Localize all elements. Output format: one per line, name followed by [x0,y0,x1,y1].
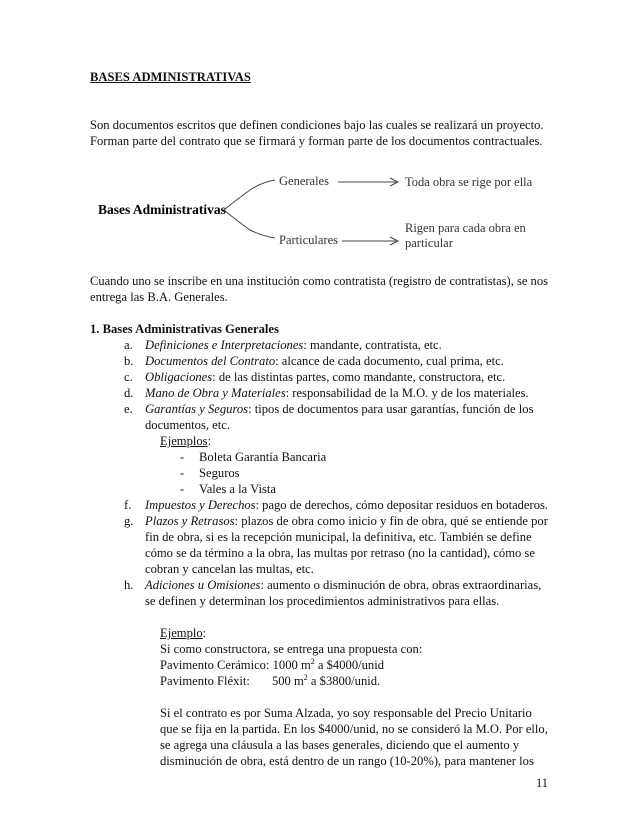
ejemplos-text: Ejemplos [160,434,208,448]
example-label [160,625,206,641]
desc-h: : aumento o disminución de obra, obras extraordinarias, [260,578,542,592]
bullet-item-2: Seguros [199,466,240,480]
diagram-branch-top-line [224,180,275,210]
list-marker-f: f. [124,498,132,512]
example-paragraph-line-2: que se fija en la partida. En los $4000/unid, no se consideró la M.O. Por ello, [160,722,548,736]
example-line-1: Si como constructora, se entrega una propuesta con: [160,642,423,656]
term-g: Plazos y Retrasos [145,514,235,528]
page-number: 11 [536,776,548,790]
list-item-c [145,369,505,385]
list-marker-d: d. [124,386,134,400]
pav2-price: a $3800/unid. [307,674,381,688]
term-e: Garantías y Seguros [145,402,249,416]
diagram-result-top: Toda obra se rige por ella [405,175,533,189]
desc-e: : tipos de documentos para usar garantías, función de los [248,402,534,416]
diagram-result-bottom-1: Rigen para cada obra en [405,221,526,235]
list-marker-e: e. [124,402,133,416]
term-h: Adiciones u Omisiones [145,578,261,592]
example-label-colon: : [202,626,207,640]
list-item-b [145,353,504,369]
list-item-g-line-3: cómo se da término a la obra, las multas por retraso (no la cantidad), cómo se [145,546,535,560]
para2-line-1: Cuando uno se inscribe en una institución como contratista (registro de contratistas), se nos [90,274,548,288]
term-f: Impuestos y Derechos [145,498,256,512]
desc-a: : mandante, contratista, etc. [303,338,442,352]
example-paragraph-line-4: disminución de obra, está dentro de un rango (10-20%), para mantener los [160,754,534,768]
term-a: Definiciones e Interpretaciones [145,338,304,352]
intro-line-1: Son documentos escritos que definen condiciones bajo las cuales se realizará un proyecto. [90,118,544,132]
page-title: BASES ADMINISTRATIVAS [90,70,251,84]
example-paragraph-line-3: se agrega una cláusula a las bases generales, diciendo que el aumento y [160,738,520,752]
list-item-e-line-2: documentos, etc. [145,418,230,432]
intro-line-2: Forman parte del contrato que se firmará y forman parte de los documentos contractuales. [90,134,543,148]
bullet-dash-3: - [180,482,185,496]
desc-d: : responsabilidad de la M.O. y de los materiales. [285,386,529,400]
pav1-sup: 2 [310,656,315,666]
desc-g: : plazos de obra como inicio y fin de obra, qué se entiende por [234,514,548,528]
section-1-heading: 1. Bases Administrativas Generales [90,322,279,336]
diagram-result-bottom-2: particular [405,236,453,250]
desc-b: : alcance de cada documento, cual prima, etc. [275,354,504,368]
pav2-sup: 2 [303,672,308,682]
ejemplos-label [160,433,211,449]
term-d: Mano de Obra y Materiales [145,386,286,400]
example-label-text: Ejemplo [160,626,203,640]
list-item-d [145,385,529,401]
list-item-e [145,401,547,417]
example-pavimento-ceramico [160,657,384,673]
diagram-branch-generales: Generales [279,174,329,188]
bullet-dash-2: - [180,466,185,480]
bullet-dash-1: - [180,450,185,464]
ejemplos-colon: : [207,434,212,448]
diagram-branch-particulares: Particulares [279,233,339,247]
bullet-item-3: Vales a la Vista [199,482,277,496]
diagram-branch-bottom-line [224,210,275,238]
pav2-text: Pavimento Fléxit: 500 m [160,674,304,688]
list-item-h-line-2: se definen y determinan los procedimientos administrativos para ellas. [145,594,500,608]
para2-line-2: entrega las B.A. Generales. [90,290,228,304]
list-marker-g: g. [124,514,134,528]
list-marker-h: h. [124,578,134,592]
list-item-h [145,577,541,593]
list-item-g-line-2: fin de obra, si es la recepción municipal, la definitiva, etc. También se define [145,530,532,544]
list-marker-a: a. [124,338,133,352]
pav1-price: a $4000/unid [314,658,385,672]
desc-f: : pago de derechos, cómo depositar residuos en botaderos. [255,498,549,512]
diagram-root-label: Bases Administrativas [98,202,226,217]
example-pavimento-flexit [160,673,380,689]
term-b: Documentos del Contrato [145,354,276,368]
desc-c: : de las distintas partes, como mandante, constructora, etc. [212,370,506,384]
list-marker-c: c. [124,370,133,384]
list-item-a [145,337,442,353]
bases-diagram [0,160,638,260]
pav1-text: Pavimento Cerámico: 1000 m [160,658,311,672]
list-item-g-line-4: cobran y cancelan las multas, etc. [145,562,314,576]
list-item-f [145,497,548,513]
bullet-item-1: Boleta Garantía Bancaria [199,450,327,464]
list-item-g [145,513,548,529]
list-marker-b: b. [124,354,134,368]
term-c: Obligaciones [145,370,213,384]
example-paragraph-line-1: Si el contrato es por Suma Alzada, yo soy responsable del Precio Unitario [160,706,532,720]
